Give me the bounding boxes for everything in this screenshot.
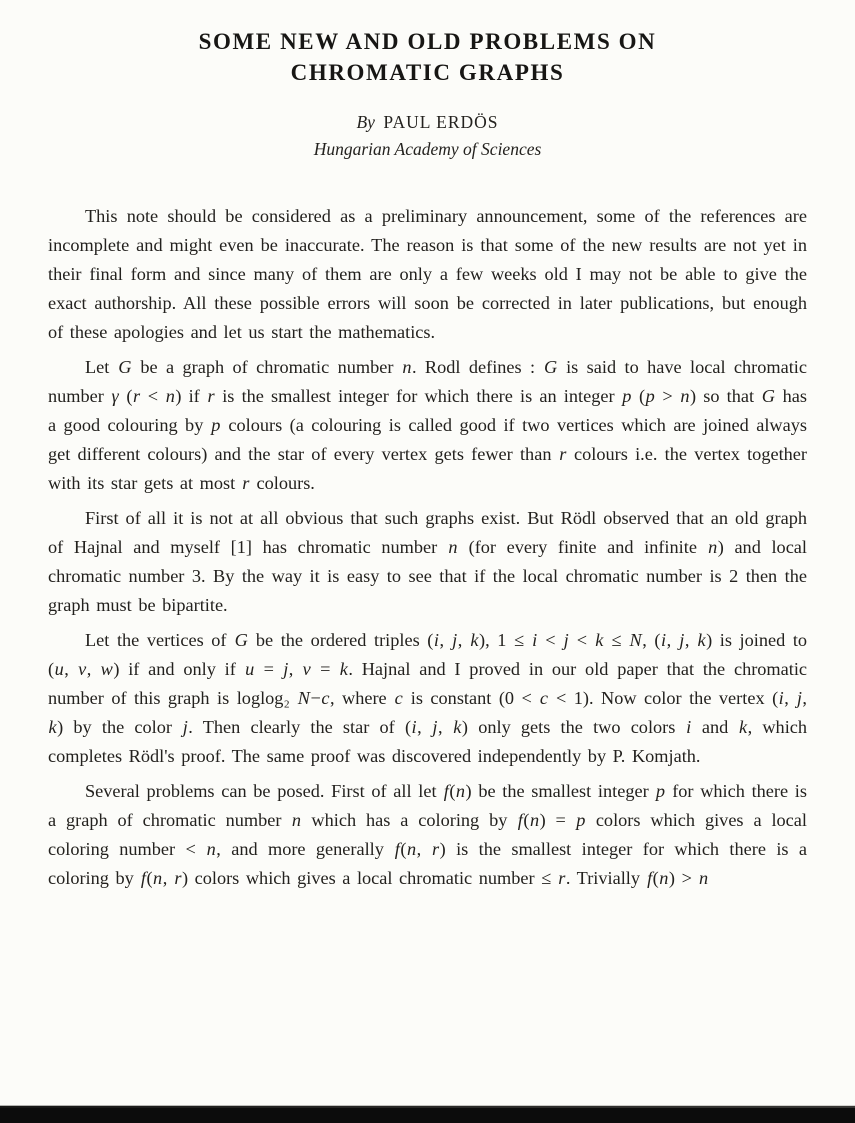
affiliation: Hungarian Academy of Sciences xyxy=(313,139,542,159)
article-body xyxy=(48,202,807,893)
byline-by-label: By xyxy=(356,112,375,132)
paper-title xyxy=(0,0,855,88)
author-name: PAUL ERDÖS xyxy=(383,112,499,132)
paragraph-5: Several problems can be posed. First of all let f(n) be the smallest integer p for which there is a graph of chromatic number n which has a coloring by f(n) = p colors which gives a local coloring number < n, and more generally f(n, r) is the smallest integer for which there is a coloring by f(n, r) colors which gives a local chromatic number ≤ r. Trivially f(n) > n xyxy=(48,781,807,888)
paragraph-3: First of all it is not at all obvious that such graphs exist. But Rödl observed that an old graph of Hajnal and myself [1] has chromatic number n (for every finite and infinite n) and local chromatic number 3. By the way it is easy to see that if the local chromatic number is 2 then the graph must be bipartite. xyxy=(48,508,808,615)
paragraph-4: Let the vertices of G be the ordered triples (i, j, k), 1 ≤ i < j < k ≤ N, (i, j, k) is joined to (u, v, w) if and only if u = j, v = k. Hajnal and I proved in our old paper that the chromatic number of this graph is loglog₂ N−c, where c is constant (0 < c < 1). Now color the vertex (i, j, k) by the color j. Then clearly the star of (i, j, k) only gets the two colors i and k, which completes Rödl's proof. The same proof was discovered independently by P. Komjath. xyxy=(48,630,808,766)
paragraph-1: This note should be considered as a preliminary announcement, some of the references are incomplete and might even be inaccurate. The reason is that some of the new results are not yet in their final form and since many of them are only a few weeks old I may not be able to give the exact authorship. All these possible errors will soon be corrected in later publications, but enough of these apologies and let us start the mathematics. xyxy=(48,206,807,342)
scan-edge-artifact xyxy=(0,1106,855,1123)
paragraph-2: Let G be a graph of chromatic number n. Rodl defines : G is said to have local chromatic number γ (r < n) if r is the smallest integer for which there is an integer p (p > n) so that G has a good colouring by p colours (a colouring is called good if two vertices which are joined always get different colours) and the star of every vertex gets fewer than r colours i.e. the vertex together with its star gets at most r colours. xyxy=(48,357,807,493)
title-line-1: SOME NEW AND OLD PROBLEMS ON xyxy=(198,29,657,54)
byline xyxy=(0,112,855,133)
title-line-2: CHROMATIC GRAPHS xyxy=(290,60,565,85)
